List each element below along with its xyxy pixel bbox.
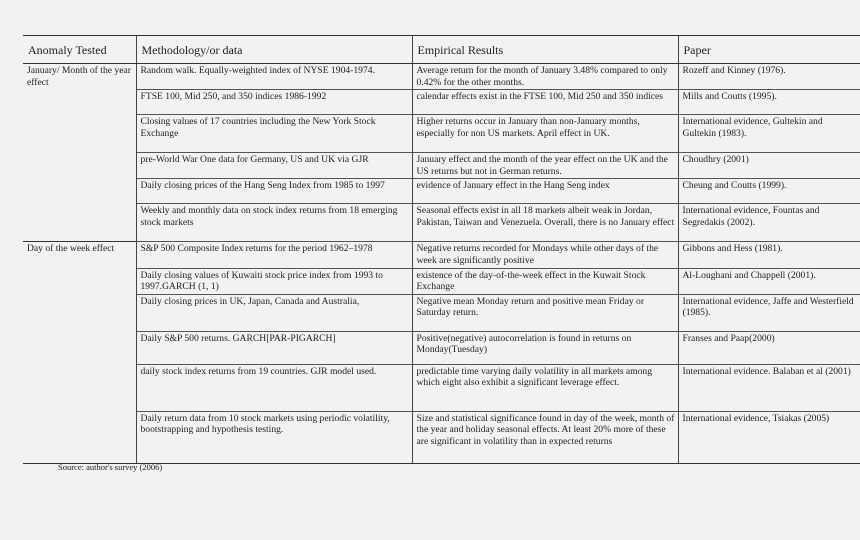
anomaly-cell [23, 364, 136, 411]
anomaly-cell: Day of the week effect [23, 242, 136, 268]
paper-cell: International evidence, Tsiakas (2005) [678, 411, 860, 463]
source-note: Source: author's survey (2006) [58, 462, 163, 472]
paper-cell: Gibbons and Hess (1981). [678, 242, 860, 268]
paper-cell: Al-Loughani and Chappell (2001). [678, 268, 860, 294]
anomaly-cell [23, 294, 136, 331]
methodology-cell: Closing values of 17 countries including the New York Stock Exchange [136, 115, 412, 153]
table-row [23, 90, 860, 115]
results-cell: Average return for the month of January 3.48% compared to only 0.42% for the other months. [412, 64, 678, 90]
methodology-cell: pre-World War One data for Germany, US and UK via GJR [136, 153, 412, 179]
paper-cell: International evidence. Balaban et al (2001) [678, 364, 860, 411]
anomaly-cell [23, 331, 136, 364]
paper-cell: International evidence, Fountas and Segredakis (2002). [678, 204, 860, 242]
table-row [23, 115, 860, 153]
results-cell: Negative mean Monday return and positive mean Friday or Saturday return. [412, 294, 678, 331]
methodology-cell: Daily closing values of Kuwaiti stock price index from 1993 to 1997.GARCH (1, 1) [136, 268, 412, 294]
anomaly-cell [23, 153, 136, 179]
anomaly-cell [23, 90, 136, 115]
table-row [23, 268, 860, 294]
table-row [23, 153, 860, 179]
results-cell: evidence of January effect in the Hang Seng index [412, 179, 678, 204]
table-row [23, 364, 860, 411]
header-results: Empirical Results [412, 36, 678, 64]
anomaly-cell [23, 115, 136, 153]
table-row [23, 294, 860, 331]
methodology-cell: Random walk. Equally-weighted index of NYSE 1904-1974. [136, 64, 412, 90]
paper-cell: Rozeff and Kinney (1976). [678, 64, 860, 90]
header-methodology: Methodology/or data [136, 36, 412, 64]
results-cell: Positive(negative) autocorrelation is found in returns on Monday(Tuesday) [412, 331, 678, 364]
table-row [23, 242, 860, 268]
methodology-cell: Daily closing prices of the Hang Seng Index from 1985 to 1997 [136, 179, 412, 204]
results-cell: predictable time varying daily volatility in all markets among which eight also exhibit a significant leverage effect. [412, 364, 678, 411]
header-row [23, 36, 860, 64]
results-cell: calendar effects exist in the FTSE 100, Mid 250 and 350 indices [412, 90, 678, 115]
methodology-cell: Daily closing prices in UK, Japan, Canada and Australia, [136, 294, 412, 331]
table-row [23, 411, 860, 463]
table-row [23, 64, 860, 90]
results-cell: existence of the day-of-the-week effect in the Kuwait Stock Exchange [412, 268, 678, 294]
methodology-cell: Weekly and monthly data on stock index returns from 18 emerging stock markets [136, 204, 412, 242]
anomaly-cell [23, 411, 136, 463]
paper-cell: Cheung and Coutts (1999). [678, 179, 860, 204]
paper-cell: Franses and Paap(2000) [678, 331, 860, 364]
paper-cell: International evidence, Gultekin and Gultekin (1983). [678, 115, 860, 153]
results-cell: Higher returns occur in January than non-January months, especially for non US markets. April effect in UK. [412, 115, 678, 153]
table-row [23, 179, 860, 204]
anomaly-cell [23, 268, 136, 294]
anomaly-cell [23, 204, 136, 242]
anomaly-cell [23, 179, 136, 204]
paper-cell: Mills and Coutts (1995). [678, 90, 860, 115]
header-paper: Paper [678, 36, 860, 64]
paper-cell: International evidence, Jaffe and Westerfield (1985). [678, 294, 860, 331]
methodology-cell: daily stock index returns from 19 countries. GJR model used. [136, 364, 412, 411]
methodology-cell: S&P 500 Composite Index returns for the period 1962–1978 [136, 242, 412, 268]
methodology-cell: Daily return data from 10 stock markets using periodic volatility, bootstrapping and hypothesis testing. [136, 411, 412, 463]
anomaly-cell: January/ Month of the year effect [23, 64, 136, 90]
results-cell: Negative returns recorded for Mondays while other days of the week are significantly positive [412, 242, 678, 268]
paper-cell: Choudhry (2001) [678, 153, 860, 179]
methodology-cell: Daily S&P 500 returns. GARCH[PAR-PIGARCH] [136, 331, 412, 364]
table-row [23, 204, 860, 242]
header-anomaly: Anomaly Tested [23, 36, 136, 64]
anomaly-table [23, 35, 860, 464]
results-cell: Seasonal effects exist in all 18 markets albeit weak in Jordan, Pakistan, Taiwan and Venezuela. Overall, there is no January effect [412, 204, 678, 242]
table-row [23, 331, 860, 364]
methodology-cell: FTSE 100, Mid 250, and 350 indices 1986-1992 [136, 90, 412, 115]
results-cell: January effect and the month of the year effect on the UK and the US returns but not in German returns. [412, 153, 678, 179]
results-cell: Size and statistical significance found in day of the week, month of the year and holiday seasonal effects. At least 20% more of these are significant in volatility than in expected returns [412, 411, 678, 463]
